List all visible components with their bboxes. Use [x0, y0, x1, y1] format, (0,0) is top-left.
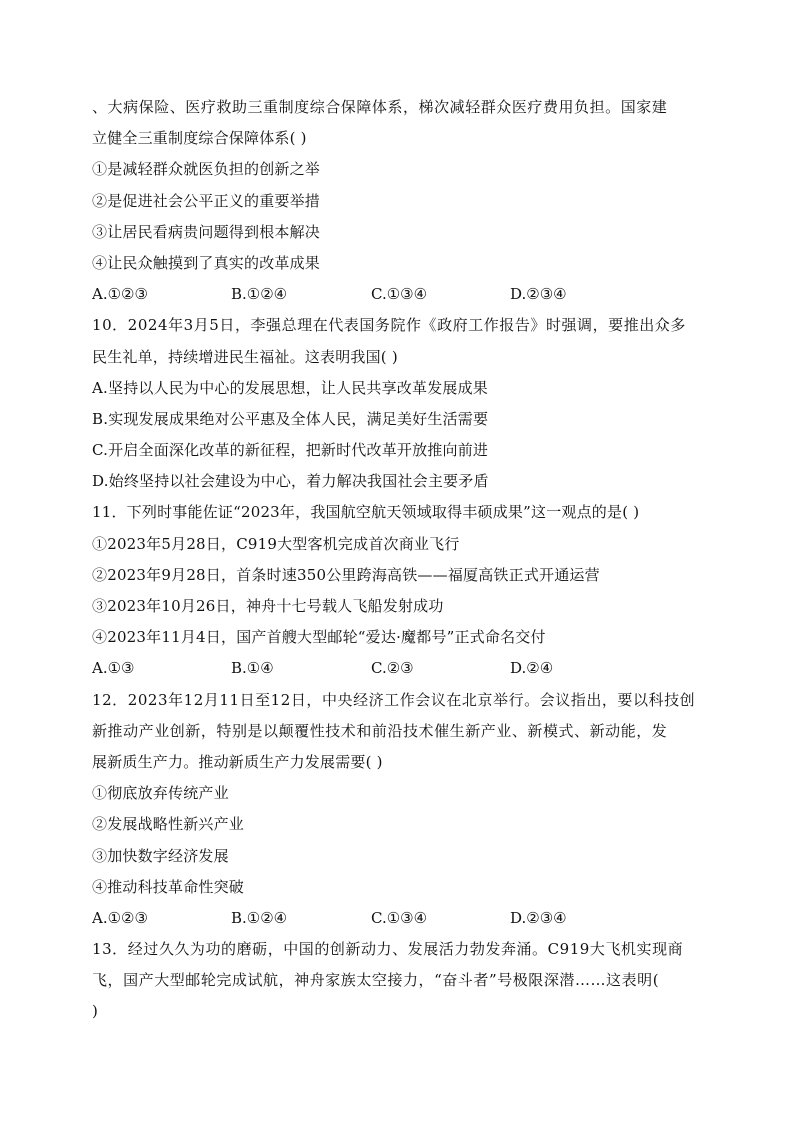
q9-item-4: ④让民众触摸到了真实的改革成果: [92, 253, 321, 272]
q12-option-b: B.①②④: [231, 908, 288, 927]
q11-item-1: ①2023年5月28日，C919大型客机完成首次商业飞行: [92, 534, 460, 553]
q12-item-3: ③加快数字经济发展: [92, 846, 229, 865]
q13-stem-line-1: 13．经过久久为功的磨砺，中国的创新动力、发展活力勃发奔涌。C919大飞机实现商: [92, 940, 684, 959]
q9-option-d: D.②③④: [510, 285, 567, 304]
q13-stem-line-2: 飞，国产大型邮轮完成试航，神舟家族太空接力，“奋斗者”号极限深潜……这表明(: [92, 971, 660, 990]
q10-choice-d: D.始终坚持以社会建设为中心，着力解决我国社会主要矛盾: [92, 472, 489, 491]
q11-option-d: D.②④: [510, 659, 554, 678]
q9-stem-line-2: 立健全三重制度综合保障体系( ): [92, 129, 307, 148]
q9-stem-line-1: 、大病保险、医疗救助三重制度综合保障体系，梯次减轻群众医疗费用负担。国家建: [92, 98, 668, 116]
q9-item-2: ②是促进社会公平正义的重要举措: [92, 191, 321, 210]
q9-item-3: ③让居民看病贵问题得到根本解决: [92, 222, 321, 241]
q11-options: [92, 653, 702, 684]
q11-option-b: B.①④: [231, 659, 274, 678]
q13-stem-line-3: ): [92, 1002, 99, 1021]
q10-choice-a: A.坚持以人民为中心的发展思想，让人民共享改革发展成果: [92, 378, 489, 397]
q11-option-c: C.②③: [371, 659, 414, 678]
q12-option-d: D.②③④: [510, 908, 567, 927]
q12-item-1: ①彻底放弃传统产业: [92, 784, 229, 803]
q9-options: [92, 279, 702, 310]
q10-stem-line-2: 民生礼单，持续增进民生福祉。这表明我国( ): [92, 347, 398, 366]
question-content: [92, 92, 702, 1028]
q12-stem-line-1: 12．2023年12月11日至12日，中央经济工作会议在北京举行。会议指出，要以科技创: [92, 690, 696, 709]
q9-item-1: ①是减轻群众就医负担的创新之举: [92, 160, 321, 179]
q11-item-4: ④2023年11月4日，国产首艘大型邮轮“爱达·魔都号”正式命名交付: [92, 628, 546, 647]
q10-choice-b: B.实现发展成果绝对公平惠及全体人民，满足美好生活需要: [92, 409, 489, 428]
q11-stem-line-1: 11．下列时事能佐证“2023年，我国航空航天领域取得丰硕成果”这一观点的是( ): [92, 503, 640, 522]
q9-option-b: B.①②④: [231, 285, 288, 304]
q9-option-a: A.①②③: [92, 285, 148, 304]
q12-option-c: C.①③④: [371, 908, 428, 927]
q10-stem-line-1: 10．2024年3月5日，李强总理在代表国务院作《政府工作报告》时强调，要推出众多: [92, 316, 686, 335]
q12-item-4: ④推动科技革命性突破: [92, 877, 245, 896]
q11-item-2: ②2023年9月28日，首条时速350公里跨海高铁——福厦高铁正式开通运营: [92, 565, 600, 584]
q12-option-a: A.①②③: [92, 908, 148, 927]
q11-item-3: ③2023年10月26日，神舟十七号载人飞船发射成功: [92, 597, 444, 615]
q12-stem-line-3: 展新质生产力。推动新质生产力发展需要( ): [92, 752, 383, 771]
q12-options: [92, 903, 702, 934]
q12-item-2: ②发展战略性新兴产业: [92, 815, 245, 834]
q9-option-c: C.①③④: [371, 285, 428, 304]
q11-option-a: A.①③: [92, 659, 135, 678]
q12-stem-line-2: 新推动产业创新，特别是以颠覆性技术和前沿技术催生新产业、新模式、新动能，发: [92, 721, 668, 740]
q10-choice-c: C.开启全面深化改革的新征程，把新时代改革开放推向前进: [92, 441, 489, 460]
